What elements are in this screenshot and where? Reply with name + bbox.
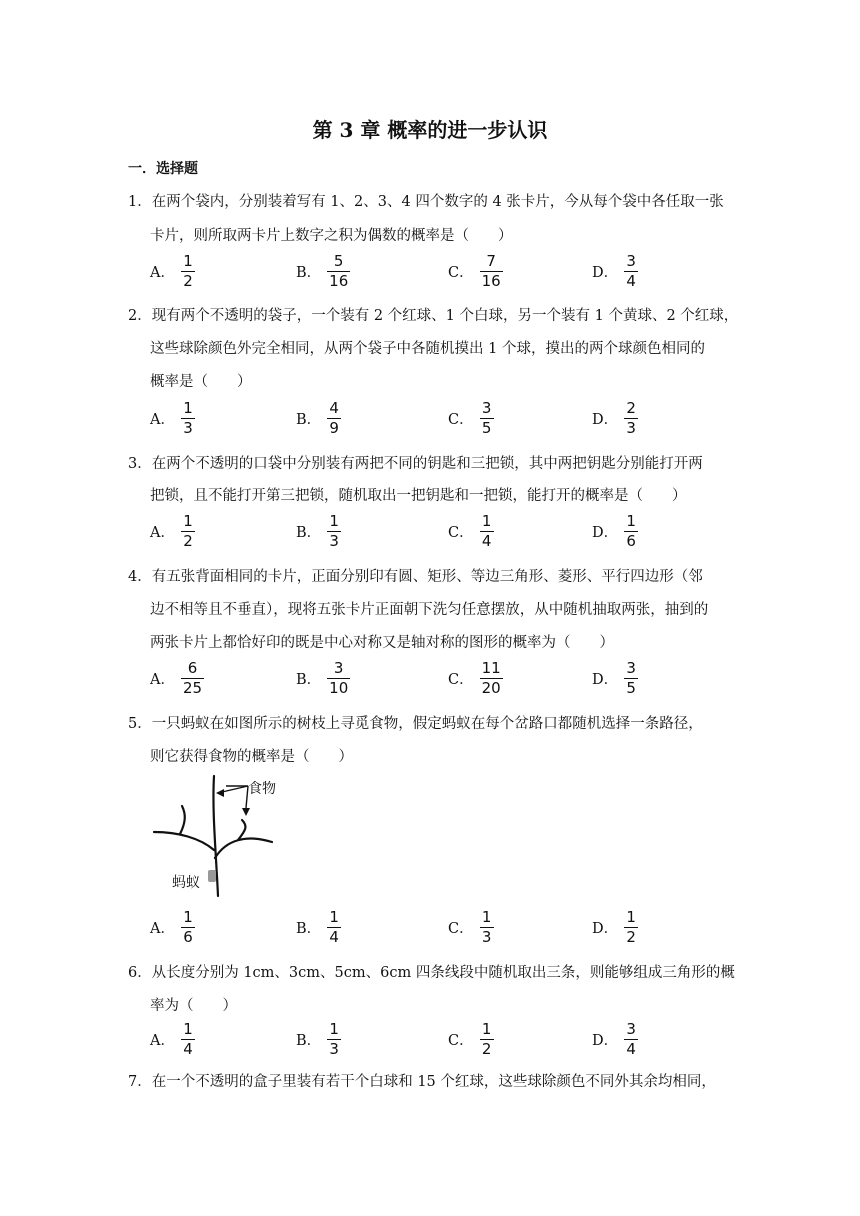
ant-label: 蚂蚁 — [172, 875, 200, 891]
question-7-line-1: 7．在一个不透明的盒子里装有若干个白球和 15 个红球，这些球除颜色不同外其余均相同， — [128, 1074, 716, 1090]
fraction: $\frac{3}{4}$ — [624, 253, 638, 290]
option-a: A． $\frac{1}{4}$ — [150, 1018, 195, 1060]
tree-branch-figure — [150, 772, 290, 900]
question-5-line-2: 则它获得食物的概率是（ ） — [150, 749, 353, 765]
left-twig — [180, 806, 185, 834]
fraction: $\frac{1}{3}$ — [480, 909, 494, 946]
question-3-line-1: 3．在两个不透明的口袋中分别装有两把不同的钥匙和三把锁，其中两把钥匙分别能打开两 — [128, 456, 703, 472]
fraction: $\frac{4}{9}$ — [327, 400, 341, 437]
question-3-line-2: 把锁，且不能打开第三把锁，随机取出一把钥匙和一把锁，能打开的概率是（ ） — [150, 488, 687, 504]
question-2-line-3: 概率是（ ） — [150, 374, 252, 390]
food-label: 食物 — [248, 781, 276, 797]
option-b: B． $\frac{1}{4}$ — [296, 906, 341, 948]
fraction: $\frac{5}{16}$ — [329, 251, 349, 290]
fraction: $\frac{1}{2}$ — [181, 253, 195, 290]
option-d: D． $\frac{1}{6}$ — [592, 510, 638, 552]
fraction: $\frac{3}{4}$ — [624, 1021, 638, 1058]
fraction: $\frac{1}{4}$ — [480, 513, 494, 550]
option-c: C． $\frac{11}{20}$ — [448, 658, 501, 697]
fraction: $\frac{1}{3}$ — [181, 400, 195, 437]
option-d: D． $\frac{3}{4}$ — [592, 1018, 638, 1060]
fraction: $\frac{2}{3}$ — [624, 400, 638, 437]
option-b: B． $\frac{1}{3}$ — [296, 1018, 341, 1060]
fraction: $\frac{6}{25}$ — [182, 658, 203, 697]
option-d: D． $\frac{1}{2}$ — [592, 906, 638, 948]
ant-mark — [208, 870, 216, 882]
fraction: $\frac{3}{5}$ — [624, 660, 638, 697]
fraction: $\frac{1}{4}$ — [327, 909, 341, 946]
fraction: $\frac{1}{6}$ — [181, 909, 195, 946]
option-a: A． $\frac{1}{2}$ — [150, 250, 195, 292]
question-1-line-2: 卡片，则所取两卡片上数字之积为偶数的概率是（ ） — [150, 228, 513, 244]
option-b: B． $\frac{3}{10}$ — [296, 658, 349, 697]
arrow-head — [216, 789, 224, 797]
fraction: $\frac{1}{4}$ — [181, 1021, 195, 1058]
option-c: C． $\frac{1}{2}$ — [448, 1018, 494, 1060]
option-a: A． $\frac{1}{2}$ — [150, 510, 195, 552]
option-a: A． $\frac{6}{25}$ — [150, 658, 203, 697]
question-6-line-2: 率为（ ） — [150, 998, 237, 1014]
section-heading: 一．选择题 — [128, 161, 198, 177]
option-d: D． $\frac{2}{3}$ — [592, 397, 638, 439]
fraction: $\frac{7}{16}$ — [481, 251, 501, 290]
question-6-line-1: 6．从长度分别为 1cm、3cm、5cm、6cm 四条线段中随机取出三条，则能够组成三角形的概 — [128, 965, 735, 981]
right-twig — [238, 820, 245, 840]
fraction: $\frac{1}{2}$ — [624, 909, 638, 946]
option-c: C． $\frac{3}{5}$ — [448, 397, 494, 439]
question-4-line-3: 两张卡片上都恰好印的既是中心对称又是轴对称的图形的概率为（ ） — [150, 635, 614, 651]
option-a: A． $\frac{1}{3}$ — [150, 397, 195, 439]
option-b: B． $\frac{4}{9}$ — [296, 397, 341, 439]
question-2-line-1: 2．现有两个不透明的袋子，一个装有 2 个红球、1 个白球，另一个装有 1 个黄球、2 个红球， — [128, 308, 739, 324]
question-4-line-2: 边不相等且不垂直），现将五张卡片正面朝下洗匀任意摆放，从中随机抽取两张，抽到的 — [150, 602, 709, 618]
right-branch — [215, 839, 272, 858]
page-title: 第 3 章 概率的进一步认识 — [312, 118, 548, 142]
left-branch — [154, 832, 214, 850]
fraction: $\frac{1}{6}$ — [624, 513, 638, 550]
option-b: B． $\frac{5}{16}$ — [296, 251, 349, 290]
fraction: $\frac{11}{20}$ — [481, 658, 501, 697]
question-5-line-1: 5．一只蚂蚁在如图所示的树枝上寻觅食物，假定蚂蚁在每个岔路口都随机选择一条路径， — [128, 716, 703, 732]
fraction: $\frac{1}{3}$ — [327, 1021, 341, 1058]
pointer-line — [222, 786, 248, 792]
fraction: $\frac{1}{2}$ — [181, 513, 195, 550]
fraction: $\frac{1}{3}$ — [327, 513, 341, 550]
fraction: $\frac{1}{2}$ — [480, 1021, 494, 1058]
option-c: C． $\frac{1}{3}$ — [448, 906, 494, 948]
fraction: $\frac{3}{5}$ — [480, 400, 494, 437]
option-d: D． $\frac{3}{5}$ — [592, 657, 638, 699]
option-c: C． $\frac{1}{4}$ — [448, 510, 494, 552]
option-b: B． $\frac{1}{3}$ — [296, 510, 341, 552]
question-1-line-1: 1．在两个袋内，分别装着写有 1、2、3、4 四个数字的 4 张卡片，今从每个袋中各任取一张 — [128, 194, 724, 210]
question-2-line-2: 这些球除颜色外完全相同，从两个袋子中各随机摸出 1 个球，摸出的两个球颜色相同的 — [150, 341, 705, 357]
option-d: D． $\frac{3}{4}$ — [592, 250, 638, 292]
option-c: C． $\frac{7}{16}$ — [448, 251, 501, 290]
question-4-line-1: 4．有五张背面相同的卡片，正面分别印有圆、矩形、等边三角形、菱形、平行四边形（邻 — [128, 569, 703, 585]
fraction: $\frac{3}{10}$ — [329, 658, 349, 697]
option-a: A． $\frac{1}{6}$ — [150, 906, 195, 948]
arrow-head — [242, 808, 250, 816]
